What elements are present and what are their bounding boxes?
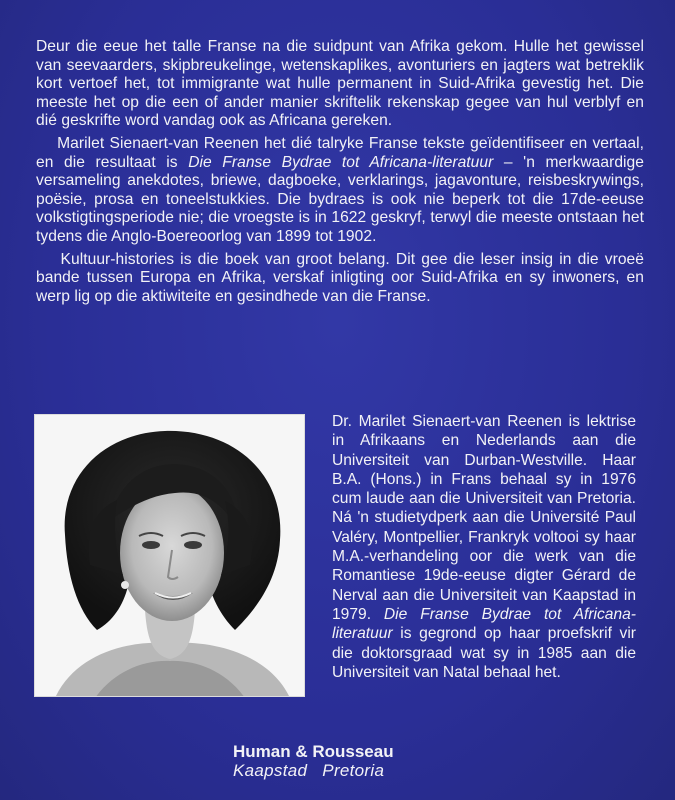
author-photo <box>34 414 305 697</box>
bio-text-end: is gegrond op haar proefskrif vir die doktorsgraad wat sy in 1985 aan die Universiteit van Natal behaal het. <box>332 625 636 681</box>
book-title: Die Franse Bydrae tot Africana-literatuur <box>188 153 494 171</box>
bio-text-start: Dr. Marilet Sienaert-van Reenen is lektrise in Afrikaans en Nederlands aan die Universiteit van Durban-Westville. Haar B.A. (Hons.) in Frans behaal sy in 1976 cum laude aan die Universiteit van Pretoria. Ná 'n studietydperk aan die Université Paul Valéry, Montpellier, Frankryk voltooi sy haar M.A.-verhandeling oor die werk van die Romantiese 19de-eeuse digter Gérard de Nerval aan die Universiteit van Kaapstad in 1979. <box>332 413 636 623</box>
blurb-paragraph-2 <box>36 135 644 247</box>
publisher-name: Human & Rousseau <box>233 742 394 761</box>
author-bio-paragraph <box>332 412 636 682</box>
bio-book-title: Die Franse Bydrae tot Africana-literatuur <box>332 605 636 643</box>
author-portrait-image <box>35 415 305 697</box>
publisher-cities: Kaapstad Pretoria <box>233 761 385 780</box>
blurb-p2-end: – 'n merkwaardige versameling anekdotes, briewe, dagboeke, verklarings, jagavonture, reisbeskrywings, poësie, prosa en toneelstukkies. Die bydraes is ook nie beperk tot die 17de-eeuse volkstigtingsperiode nie; die vroegste is in 1622 geskryf, terwyl die meeste ontstaan het tydens die Anglo-Boereoorlog van 1899 tot 1902. <box>36 153 645 245</box>
blurb <box>36 38 644 310</box>
blurb-p2-start: Marilet Sienaert-van Reenen het dié talryke Franse tekste geïdentifiseer en vertaal, en die resultaat is <box>36 134 644 171</box>
publisher-block <box>233 742 533 780</box>
blurb-paragraph-1: Deur die eeue het talle Franse na die suidpunt van Afrika gekom. Hulle het gewissel van seevaarders, skipbreukelinge, wetenskaplikes, avonturiers en jagters wat betreklik kort vertoef het, tot immigrante wat hulle permanent in Suid-Afrika gevestig het. Die meeste het op die een of ander manier skriftelik rekenskap gegee van hul verblyf en dié geskrifte word vandag ook as Africana gereken. <box>36 38 644 130</box>
blurb-paragraph-3 <box>36 251 644 307</box>
author-bio <box>332 412 636 682</box>
blurb-p3-text: Kultuur-histories is die boek van groot belang. Dit gee die leser insig in die vroeë bande tussen Europa en Afrika, verskaf inligting oor Suid-Afrika en sy inwoners, en werp lig op die aktiwiteite en gesindhede van die Franse. <box>36 250 644 305</box>
